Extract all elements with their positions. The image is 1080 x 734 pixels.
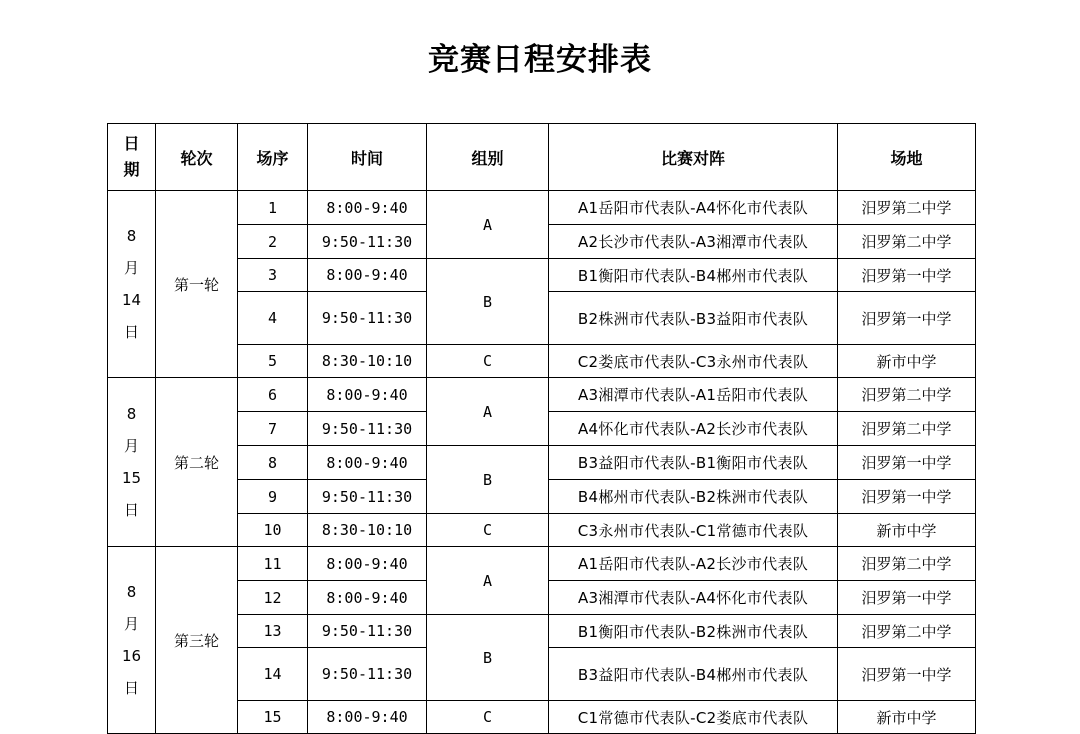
date-line: 16 (121, 647, 142, 665)
date-line: 15 (121, 469, 142, 487)
table-row (108, 615, 976, 648)
group-cell: B (427, 615, 549, 701)
time-cell: 8:00-9:40 (308, 191, 427, 225)
table-row (108, 547, 976, 581)
seq-cell: 15 (238, 701, 308, 734)
round-cell: 第二轮 (156, 378, 238, 547)
match-cell: A2长沙市代表队-A3湘潭市代表队 (549, 225, 838, 259)
header-seq: 场序 (238, 124, 308, 191)
table-row (108, 701, 976, 734)
date-line: 月 (123, 615, 139, 633)
header-time: 时间 (308, 124, 427, 191)
time-cell: 8:00-9:40 (308, 701, 427, 734)
venue-cell: 新市中学 (838, 701, 976, 734)
header-round: 轮次 (156, 124, 238, 191)
header-date (108, 124, 156, 191)
seq-cell: 2 (238, 225, 308, 259)
venue-cell: 汨罗第一中学 (838, 480, 976, 514)
header-venue: 场地 (838, 124, 976, 191)
time-cell: 8:00-9:40 (308, 581, 427, 615)
venue-cell: 新市中学 (838, 514, 976, 547)
match-cell: A3湘潭市代表队-A4怀化市代表队 (549, 581, 838, 615)
group-cell: A (427, 191, 549, 259)
time-cell: 9:50-11:30 (308, 412, 427, 446)
time-cell: 9:50-11:30 (308, 615, 427, 648)
header-match: 比赛对阵 (549, 124, 838, 191)
match-cell: B2株洲市代表队-B3益阳市代表队 (549, 292, 838, 345)
venue-cell: 汨罗第一中学 (838, 581, 976, 615)
date-line: 日 (123, 501, 139, 519)
date-line: 8 (126, 583, 137, 601)
table-row (108, 514, 976, 547)
match-cell: B4郴州市代表队-B2株洲市代表队 (549, 480, 838, 514)
venue-cell: 汨罗第二中学 (838, 225, 976, 259)
time-cell: 9:50-11:30 (308, 292, 427, 345)
group-cell: A (427, 547, 549, 615)
venue-cell: 汨罗第二中学 (838, 412, 976, 446)
time-cell: 8:00-9:40 (308, 547, 427, 581)
seq-cell: 4 (238, 292, 308, 345)
seq-cell: 6 (238, 378, 308, 412)
table-row (108, 191, 976, 225)
match-cell: A3湘潭市代表队-A1岳阳市代表队 (549, 378, 838, 412)
seq-cell: 10 (238, 514, 308, 547)
time-cell: 9:50-11:30 (308, 648, 427, 701)
date-cell (108, 547, 156, 734)
seq-cell: 13 (238, 615, 308, 648)
date-line: 日 (123, 323, 139, 341)
group-cell: A (427, 378, 549, 446)
date-line: 月 (123, 437, 139, 455)
match-cell: A1岳阳市代表队-A2长沙市代表队 (549, 547, 838, 581)
match-cell: B1衡阳市代表队-B4郴州市代表队 (549, 259, 838, 292)
round-cell: 第一轮 (156, 191, 238, 378)
venue-cell: 汨罗第一中学 (838, 446, 976, 480)
table-row (108, 446, 976, 480)
time-cell: 9:50-11:30 (308, 225, 427, 259)
header-group: 组别 (427, 124, 549, 191)
seq-cell: 5 (238, 345, 308, 378)
venue-cell: 汨罗第一中学 (838, 292, 976, 345)
header-date-line: 日 (123, 134, 140, 153)
venue-cell: 汨罗第一中学 (838, 648, 976, 701)
date-line: 8 (126, 405, 137, 423)
venue-cell: 汨罗第一中学 (838, 259, 976, 292)
date-line: 日 (123, 679, 139, 697)
date-line: 14 (121, 291, 142, 309)
time-cell: 8:30-10:10 (308, 345, 427, 378)
match-cell: A1岳阳市代表队-A4怀化市代表队 (549, 191, 838, 225)
header-row (108, 124, 976, 191)
date-cell (108, 191, 156, 378)
match-cell: C3永州市代表队-C1常德市代表队 (549, 514, 838, 547)
date-line: 月 (123, 259, 139, 277)
seq-cell: 7 (238, 412, 308, 446)
schedule-table (107, 123, 976, 734)
table-row (108, 378, 976, 412)
venue-cell: 汨罗第二中学 (838, 191, 976, 225)
time-cell: 8:00-9:40 (308, 378, 427, 412)
match-cell: B3益阳市代表队-B1衡阳市代表队 (549, 446, 838, 480)
venue-cell: 汨罗第二中学 (838, 378, 976, 412)
match-cell: C2娄底市代表队-C3永州市代表队 (549, 345, 838, 378)
date-line: 8 (126, 227, 137, 245)
group-cell: B (427, 259, 549, 345)
group-cell: C (427, 514, 549, 547)
page-title: 竞赛日程安排表 (428, 42, 652, 78)
seq-cell: 1 (238, 191, 308, 225)
match-cell: A4怀化市代表队-A2长沙市代表队 (549, 412, 838, 446)
seq-cell: 8 (238, 446, 308, 480)
match-cell: C1常德市代表队-C2娄底市代表队 (549, 701, 838, 734)
time-cell: 8:30-10:10 (308, 514, 427, 547)
venue-cell: 汨罗第二中学 (838, 615, 976, 648)
seq-cell: 14 (238, 648, 308, 701)
match-cell: B1衡阳市代表队-B2株洲市代表队 (549, 615, 838, 648)
date-cell (108, 378, 156, 547)
seq-cell: 12 (238, 581, 308, 615)
seq-cell: 9 (238, 480, 308, 514)
match-cell: B3益阳市代表队-B4郴州市代表队 (549, 648, 838, 701)
time-cell: 9:50-11:30 (308, 480, 427, 514)
venue-cell: 新市中学 (838, 345, 976, 378)
round-cell: 第三轮 (156, 547, 238, 734)
header-date-line: 期 (123, 160, 140, 179)
time-cell: 8:00-9:40 (308, 259, 427, 292)
table-row (108, 345, 976, 378)
group-cell: B (427, 446, 549, 514)
group-cell: C (427, 345, 549, 378)
venue-cell: 汨罗第二中学 (838, 547, 976, 581)
time-cell: 8:00-9:40 (308, 446, 427, 480)
group-cell: C (427, 701, 549, 734)
schedule-body (108, 191, 976, 734)
seq-cell: 11 (238, 547, 308, 581)
seq-cell: 3 (238, 259, 308, 292)
table-row (108, 259, 976, 292)
